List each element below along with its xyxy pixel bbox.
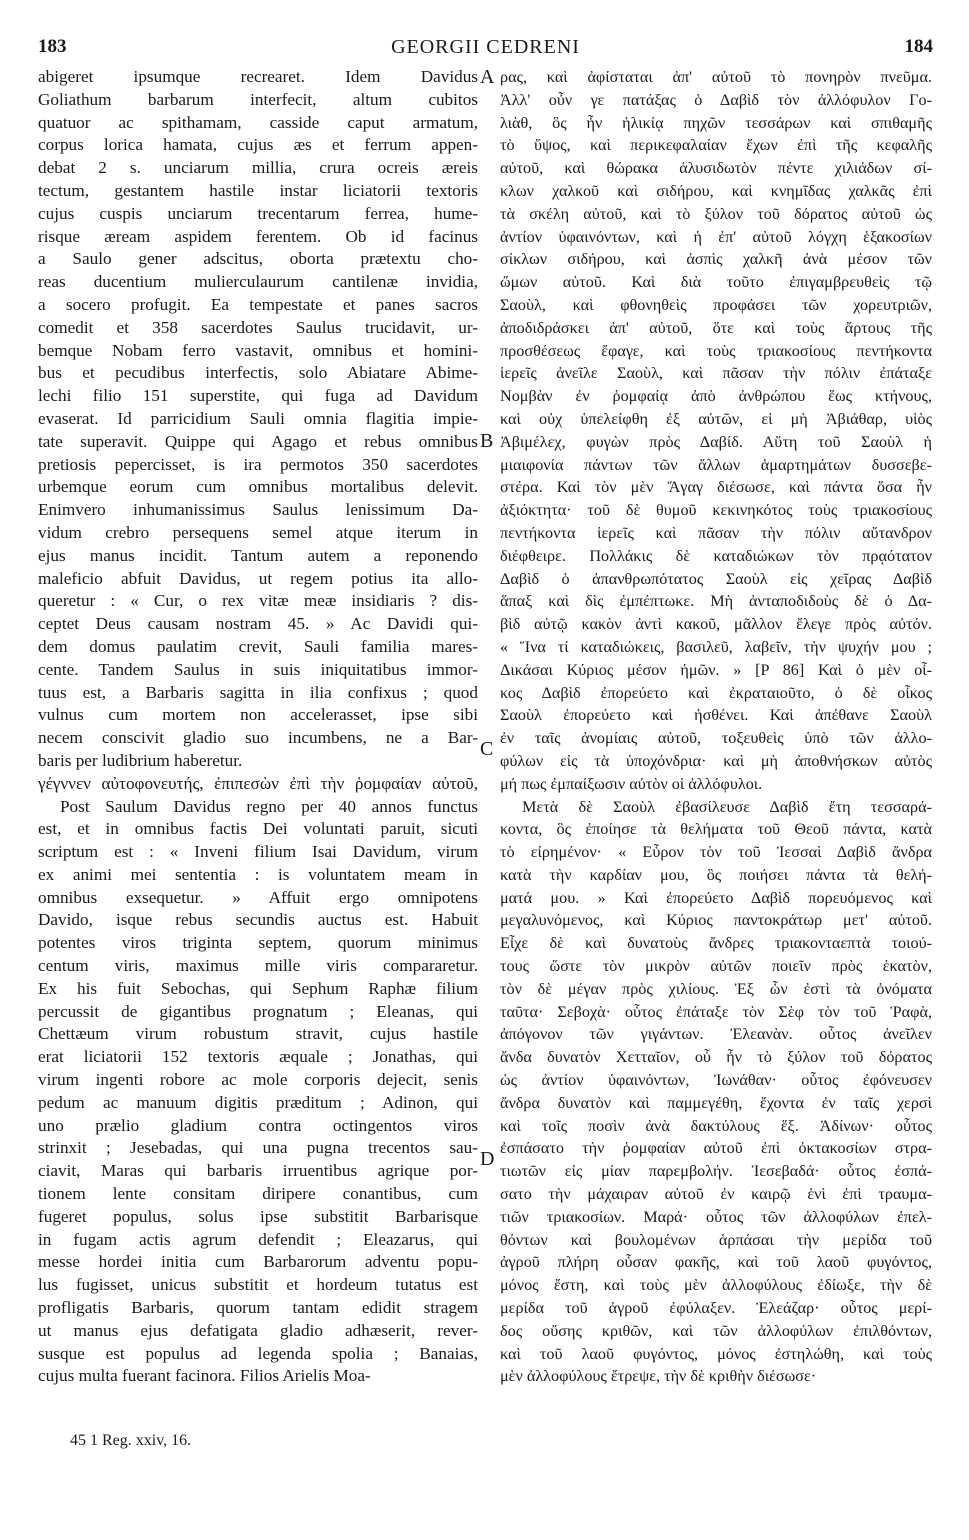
text-line: ἅπαξ καὶ δὶς ἐμπέπτωκε. Μὴ ἀνταποδιδοὺς δὲ ὁ Δα- <box>500 592 932 611</box>
text-line: quatuor ac spithamam, casside caput armatum, <box>38 112 478 132</box>
text-line: maleficio abfuit Davidus, ut regem potius ita allo- <box>38 568 478 588</box>
text-line: ἀπόγονον τῶν γιγάντων. Ἐλεανὰν. οὗτος ἀνεῖλεν <box>500 1025 932 1044</box>
text-line: virum ingenti robore ac mole corporis dejecit, senis <box>38 1070 478 1090</box>
text-line: Davido, isque rebus secundis auctus est. Habuit <box>38 910 478 930</box>
text-line: μὲν ἀλλοφύλους ἔτρεψε, τὴν δὲ κριθὴν διέσωσε· <box>500 1367 817 1386</box>
text-line: καὶ τοῦ λαοῦ φυγόντος, μόνος ἐστηλώθη, καὶ τοὺς <box>500 1344 932 1363</box>
text-line: reas ducentium mulierculaurum cantilenæ invidia, <box>38 272 478 292</box>
text-line: Δικάσαι Κύριος μέσον ἡμῶν. » [P 86] Καὶ ὁ μὲν οἶ- <box>500 660 932 679</box>
text-line: κος Δαβὶδ ἐπορεύετο καὶ ἐκραταιοῦτο, ὁ δὲ οἶκος <box>500 683 932 702</box>
text-line: ἐν ταῖς ἀνομίαις αὐτοῦ, τοξευθεὶς ὑπὸ τῶν ἀλλο- <box>500 729 932 748</box>
text-line: Chettæum virum robustum stravit, cujus hastile <box>38 1024 478 1044</box>
text-line: ut manus ejus defatigata gladio adhæserit, rever- <box>38 1320 478 1340</box>
text-line: erat liciatorii 152 textoris æquale ; Jonathas, qui <box>38 1047 478 1067</box>
text-line: ex animi mei sententia : is voluntatem meam in <box>38 864 478 884</box>
latin-column <box>38 66 478 1388</box>
text-line: διέφθειρε. Πολλάκις δὲ καταδιώκων τὸν πρᾳότατον <box>500 546 932 565</box>
page-header <box>38 36 933 66</box>
text-line: μερίδα τοῦ ἀγροῦ ἐφύλαξεν. Ἐλεάζαρ· οὗτος μερί- <box>500 1299 932 1318</box>
text-line: σατο τὴν μάχαιραν αὐτοῦ ἐν καιρῷ ἑνὶ ἐπὶ τραυμα- <box>500 1185 932 1204</box>
text-line: βὶδ αὐτῷ κακὸν ἀντὶ κακοῦ, μᾶλλον ἔλεγε πρὸς αὐτόν. <box>500 615 932 634</box>
text-line: κλων χαλκοῦ καὶ σιδήρου, καὶ κνημῖδας χαλκᾶς ἐπὶ <box>500 181 932 200</box>
text-line: Δαβὶδ ὁ ἀπανθρωπότατος Σαοὺλ εἰς χεῖρας Δαβὶδ <box>500 569 932 588</box>
text-line: cente. Tandem Saulus in suis iniquitatibus immor- <box>38 659 478 679</box>
text-line: omnibus exsequetur. » Affuit ergo omnipotens <box>38 887 478 907</box>
text-line: Ex his fuit Sebochas, qui Sephum Raphæ filium <box>38 978 478 998</box>
text-line: debat 2 s. unciarum millia, crura ocreis æreis <box>38 158 478 178</box>
text-line: bemque Nobam ferro vastavit, omnibus et homini- <box>38 340 478 360</box>
text-line: queretur : « Cur, o rex vitæ meæ insidiaris ? dis- <box>38 591 478 611</box>
text-line: est, et in omnibus factis Dei voluntati paruit, sicuti <box>38 819 478 839</box>
text-line: corpus lorica hamata, cujus æs et ferrum appen- <box>38 135 478 155</box>
text-line: in fugam actis agrum defendit ; Eleazarus, qui <box>38 1229 478 1249</box>
left-page-number: 183 <box>38 36 67 57</box>
text-line: potentes viros triginta septem, quorum minimus <box>38 933 478 953</box>
right-page-number: 184 <box>904 36 933 57</box>
text-line: ἄνδρα δυνατὸν καὶ παμμεγέθη, ἔχοντα ἐν ταῖς χερσὶ <box>500 1093 932 1112</box>
text-line: Εἶχε δὲ καὶ δυνατοὺς ἄνδρες τριακονταεπτὰ τοιού- <box>500 934 932 953</box>
text-line: percussit de gigantibus prognatum ; Eleanas, qui <box>38 1001 478 1021</box>
text-line: a socero profugit. Ea tempestate et panes sacros <box>38 294 478 314</box>
text-line: vulnus cum mortem non accelerasset, ipse sibi <box>38 705 478 725</box>
text-line: τους ὥστε τὸν μικρὸν αὐτῶν ποιεῖν πρὸς ἑκατὸν, <box>500 957 932 976</box>
text-line: Μετὰ δὲ Σαοὺλ ἐβασίλευσε Δαβὶδ ἔτη τεσσαρά- <box>522 797 932 816</box>
text-line: ρας, καὶ ἀφίσταται ἀπ' αὐτοῦ τὸ πονηρὸν πνεῦμα. <box>500 68 932 86</box>
text-line: ἄνδα δυνατὸν Χετταῖον, οὗ ἦν τὸ ξύλον τοῦ δόρατος <box>500 1048 932 1067</box>
text-line: τιωτῶν εἰς μίαν παρεμβολήν. Ἰεσεβαδά· οὗτος ἐσπά- <box>500 1162 932 1181</box>
greek-column <box>500 66 932 1388</box>
text-line: ἀποδιδράσκει ἀπ' αὐτοῦ, ὅτε καὶ τοὺς ἄρτους τῆς <box>500 318 932 337</box>
text-line: tate superavit. Quippe qui Agago et rebus omnibus <box>38 431 478 451</box>
text-line: risque æream aspidem ferentem. Ob id facinus <box>38 226 478 246</box>
text-line: ceptet Deus causam nostram 45. » Ac Davidi qui- <box>38 614 478 634</box>
text-line: urbemque eorum cum omnibus mortalibus delevit. <box>38 477 478 497</box>
text-line: « Ἵνα τί καταδιώκεις, βασιλεῦ, λαβεῖν, τὴν ψυχήν μου ; <box>500 637 932 656</box>
text-line: Σαοὺλ ἐπορεύετο καὶ ἠσθένει. Καὶ ἀπέθανε Σαοὺλ <box>500 706 932 725</box>
text-line: μιαιφονία πάντων τῶν ἄλλων ἁμαρτημάτων δυσσεβε- <box>500 455 932 474</box>
text-line: vidum crebro persequens semel atque iterum in <box>38 522 478 542</box>
text-line: pretiosis pepercisset, is ira permotos 350 sacerdotes <box>38 454 478 474</box>
text-line: comedit et 358 sacerdotes Saulus trucidavit, ur- <box>38 317 478 337</box>
margin-marker-a: A <box>480 66 495 88</box>
text-line: ἀγροῦ πλήρη οὖσαν φακῆς, καὶ τοῦ λαοῦ φυγόντος, <box>500 1253 932 1272</box>
text-line: Goliathum barbarum interfecit, altum cubitos <box>38 89 478 109</box>
text-line: καὶ τοῖς ποσὶν ἀνὰ δακτύλους ἕξ. Ἀδίνων· οὗτος <box>500 1116 932 1135</box>
text-line: τιῶν τριακοσίων. Μαρά· οὗτος τῶν ἀλλοφύλων ἐπελ- <box>500 1207 932 1226</box>
text-line: κατὰ τὴν καρδίαν μου, ὃς ποιήσει πάντα τὰ θελή- <box>500 865 932 884</box>
text-line: τὸν δὲ μέγαν πρὸς χιλίους. Ἐξ ὧν ἐστὶ τὰ ὀνόματα <box>500 979 932 998</box>
text-line: bus et pecudibus interfectis, solo Abiatare Abime- <box>38 363 478 383</box>
text-line: καὶ οὐχ ὑπελείφθη ἐξ αὐτῶν, εἰ μὴ Ἀβιάθαρ, υἱὸς <box>500 409 932 428</box>
text-line: lus fugisset, unicus substitit et hordeum tutatus est <box>38 1275 478 1295</box>
text-line: Ἀβιμέλεχ, φυγὼν πρὸς Δαβίδ. Αὕτη τοῦ Σαοὺλ ἡ <box>500 432 932 451</box>
text-line: ὤμων αὐτοῦ. Καὶ διὰ τοῦτο ἐπιγαμβρευθεὶς τῷ <box>500 273 932 292</box>
text-line: scriptum est : « Inveni filium Isai Davidum, virum <box>38 842 478 862</box>
text-line: Σαοὺλ, καὶ φθονηθεὶς προφάσει τῶν χορευτριῶν, <box>500 295 932 314</box>
text-line: susque est populus ad legenda spolia ; Banaias, <box>38 1343 478 1363</box>
text-line: ματά μου. » Καὶ ἐπορεύετο Δαβὶδ πορευόμενος καὶ <box>500 888 932 907</box>
text-line: σίκλων σιδήρου, καὶ ἀσπὶς χαλκῆ ἀνὰ μέσον τῶν <box>500 250 932 269</box>
text-line: evaserat. Id parricidium Sauli omnia flagitia impie- <box>38 408 478 428</box>
text-line: Νομβὰν ἐν ῥομφαίᾳ ἀπὸ ἀνθρώπου ἕως κτήνους, <box>500 387 932 406</box>
text-line: λιὰθ, ὃς ἦν ἡλικίᾳ πηχῶν τεσσάρων καὶ σπιθαμῆς <box>500 113 932 132</box>
text-line: fugeret populus, solus ipse substitit Barbarisque <box>38 1206 478 1226</box>
margin-marker-b: B <box>480 430 494 452</box>
text-line: Ἀλλ' οὖν γε πατάξας ὁ Δαβὶδ τὸν ἀλλόφυλον Γο- <box>500 90 932 109</box>
text-line: strinxit ; Jesebadas, qui una pugna trecentos sau- <box>38 1138 478 1158</box>
text-line: Post Saulum Davidus regno per 40 annos functus <box>60 796 478 816</box>
text-line: ταῦτα· Σεβοχὰ· οὗτος ἐπάταξε τὸν Σὲφ τὸν τοῦ Ῥαφὰ, <box>500 1002 932 1021</box>
text-line: tionem lente consitam diripere conantibus, cum <box>38 1184 478 1204</box>
text-line: στέρα. Καὶ τὸν μὲν Ἄγαγ διέσωσε, καὶ πάντα ὅσα ἦν <box>500 478 932 497</box>
text-line: τὰ σκέλη αὐτοῦ, καὶ τὸ ξύλον τοῦ δόρατος αὐτοῦ ὡς <box>500 204 932 223</box>
text-line: ἐσπάσατο τὴν ῥομφαίαν αὐτοῦ ἐπὶ ὀκτακοσίων στρα- <box>500 1139 932 1158</box>
text-line: cujus cuspis unciarum trecentarum ferrea, hume- <box>38 203 478 223</box>
text-line: μεγαλυνόμενος, καὶ Κύριος παντοκράτωρ μετ' αὐτοῦ. <box>500 911 932 930</box>
text-line: messe hordei initia cum Barbarorum adventu popu- <box>38 1252 478 1272</box>
text-line: φύλων εἰς τὰ ὑποχόνδρια· καὶ μὴ ἀποθνήσκων αὐτὸς <box>500 751 932 770</box>
text-line: necem conscivit gladio suo incumbens, ne a Bar- <box>38 728 478 748</box>
text-line: tuus est, a Barbaris sagitta in ilia confixus ; quod <box>38 682 478 702</box>
text-line: προσθέσεως ἔφαγε, καὶ τοὺς τριακοσίους πεντήκοντα <box>500 341 932 360</box>
footnote: 45 1 Reg. xxiv, 16. <box>70 1432 192 1449</box>
text-line: τὸ ὕψος, καὶ περικεφαλαίαν ἔχων ἐπὶ τῆς κεφαλῆς <box>500 136 932 155</box>
margin-marker-d: D <box>480 1148 495 1170</box>
text-line: cujus multa fuerant facinora. Filios Arielis Moa- <box>38 1366 371 1386</box>
text-line: ciavit, Maras qui barbaris irruentibus agrique por- <box>38 1161 478 1181</box>
text-line: μόνος ἔστη, καὶ τοὺς μὲν ἀλλοφύλους ἐδίωξε, τὴν δὲ <box>500 1276 932 1295</box>
text-line: ὡς ἀντίον ὑφαινόντων, Ἰωνάθαν· οὗτος ἐφόνευσεν <box>500 1071 932 1090</box>
text-line: ἀντίον ὑφαινόντων, καὶ ἡ ἐπ' αὐτοῦ λόγχη ἑξακοσίων <box>500 227 932 246</box>
text-line: a Saulo gener adscitus, oborta prætextu cho- <box>38 249 478 269</box>
text-line: lechi filio 151 superstite, qui fuga ad Davidum <box>38 386 478 406</box>
text-line: ejus manus incidit. Tantum autem a reponendo <box>38 545 478 565</box>
text-line: κοντα, ὃς ἐποίησε τὰ θελήματα τοῦ Θεοῦ πάντα, κατὰ <box>500 820 932 839</box>
text-line: αὐτοῦ, καὶ θώρακα ἁλυσιδωτὸν πέντε χιλιάδων σί- <box>500 159 932 178</box>
text-line: baris per ludibrium haberetur. <box>38 750 243 770</box>
running-title: GEORGII CEDRENI <box>391 36 580 58</box>
text-line: dem domus paulatim crevit, Sauli familia mares- <box>38 636 478 656</box>
text-line: tectum, gestantem hastile instar liciatorii textoris <box>38 180 478 200</box>
text-line: uno prælio gladium contra octingentos viros <box>38 1115 478 1135</box>
text-line: Enimvero inhumanissimus Saulus lenissimum Da- <box>38 500 478 520</box>
text-line: πεντήκοντα ἱερεῖς καὶ πᾶσαν τὴν πόλιν αὔτανδρον <box>500 523 932 542</box>
margin-marker-c: C <box>480 738 494 760</box>
text-line: pedum ac manuum digitis præditum ; Adinon, qui <box>38 1092 478 1112</box>
text-line: μή πως ἐμπαίξωσιν αὐτὸν οἱ ἀλλόφυλοι. <box>500 774 763 793</box>
text-line: abigeret ipsumque recrearet. Idem Davidus <box>38 67 478 86</box>
text-line: ἀξιόκτητα· τοῦ δὲ θυμοῦ κεκινηκότος τοὺς τριακοσίους <box>500 501 932 520</box>
text-line: ἱερεῖς ἀνεῖλε Σαοὺλ, καὶ πᾶσαν τὴν πόλιν ἐπάταξε <box>500 364 932 383</box>
text-line: δος οὔσης κριθῶν, καὶ τῶν ἀλλοφύλων ἐπιλθόντων, <box>500 1321 932 1340</box>
text-line: τὸ εἰρημένον· « Εὗρον τὸν τοῦ Ἰεσσαὶ Δαβὶδ ἄνδρα <box>500 843 932 862</box>
text-line: γέγννεν αὐτοφονευτής, ἐπιπεσὼν ἐπὶ τὴν ῥομφαίαν αὐτοῦ, <box>38 773 478 793</box>
text-line: centum viris, maximus mille viris compararetur. <box>38 956 478 976</box>
text-line: θόντων καὶ βουλομένων ἁρπάσαι τὴν μερίδα τοῦ <box>500 1230 932 1249</box>
text-line: profligatis Barbaris, quorum tantam edidit stragem <box>38 1298 478 1318</box>
